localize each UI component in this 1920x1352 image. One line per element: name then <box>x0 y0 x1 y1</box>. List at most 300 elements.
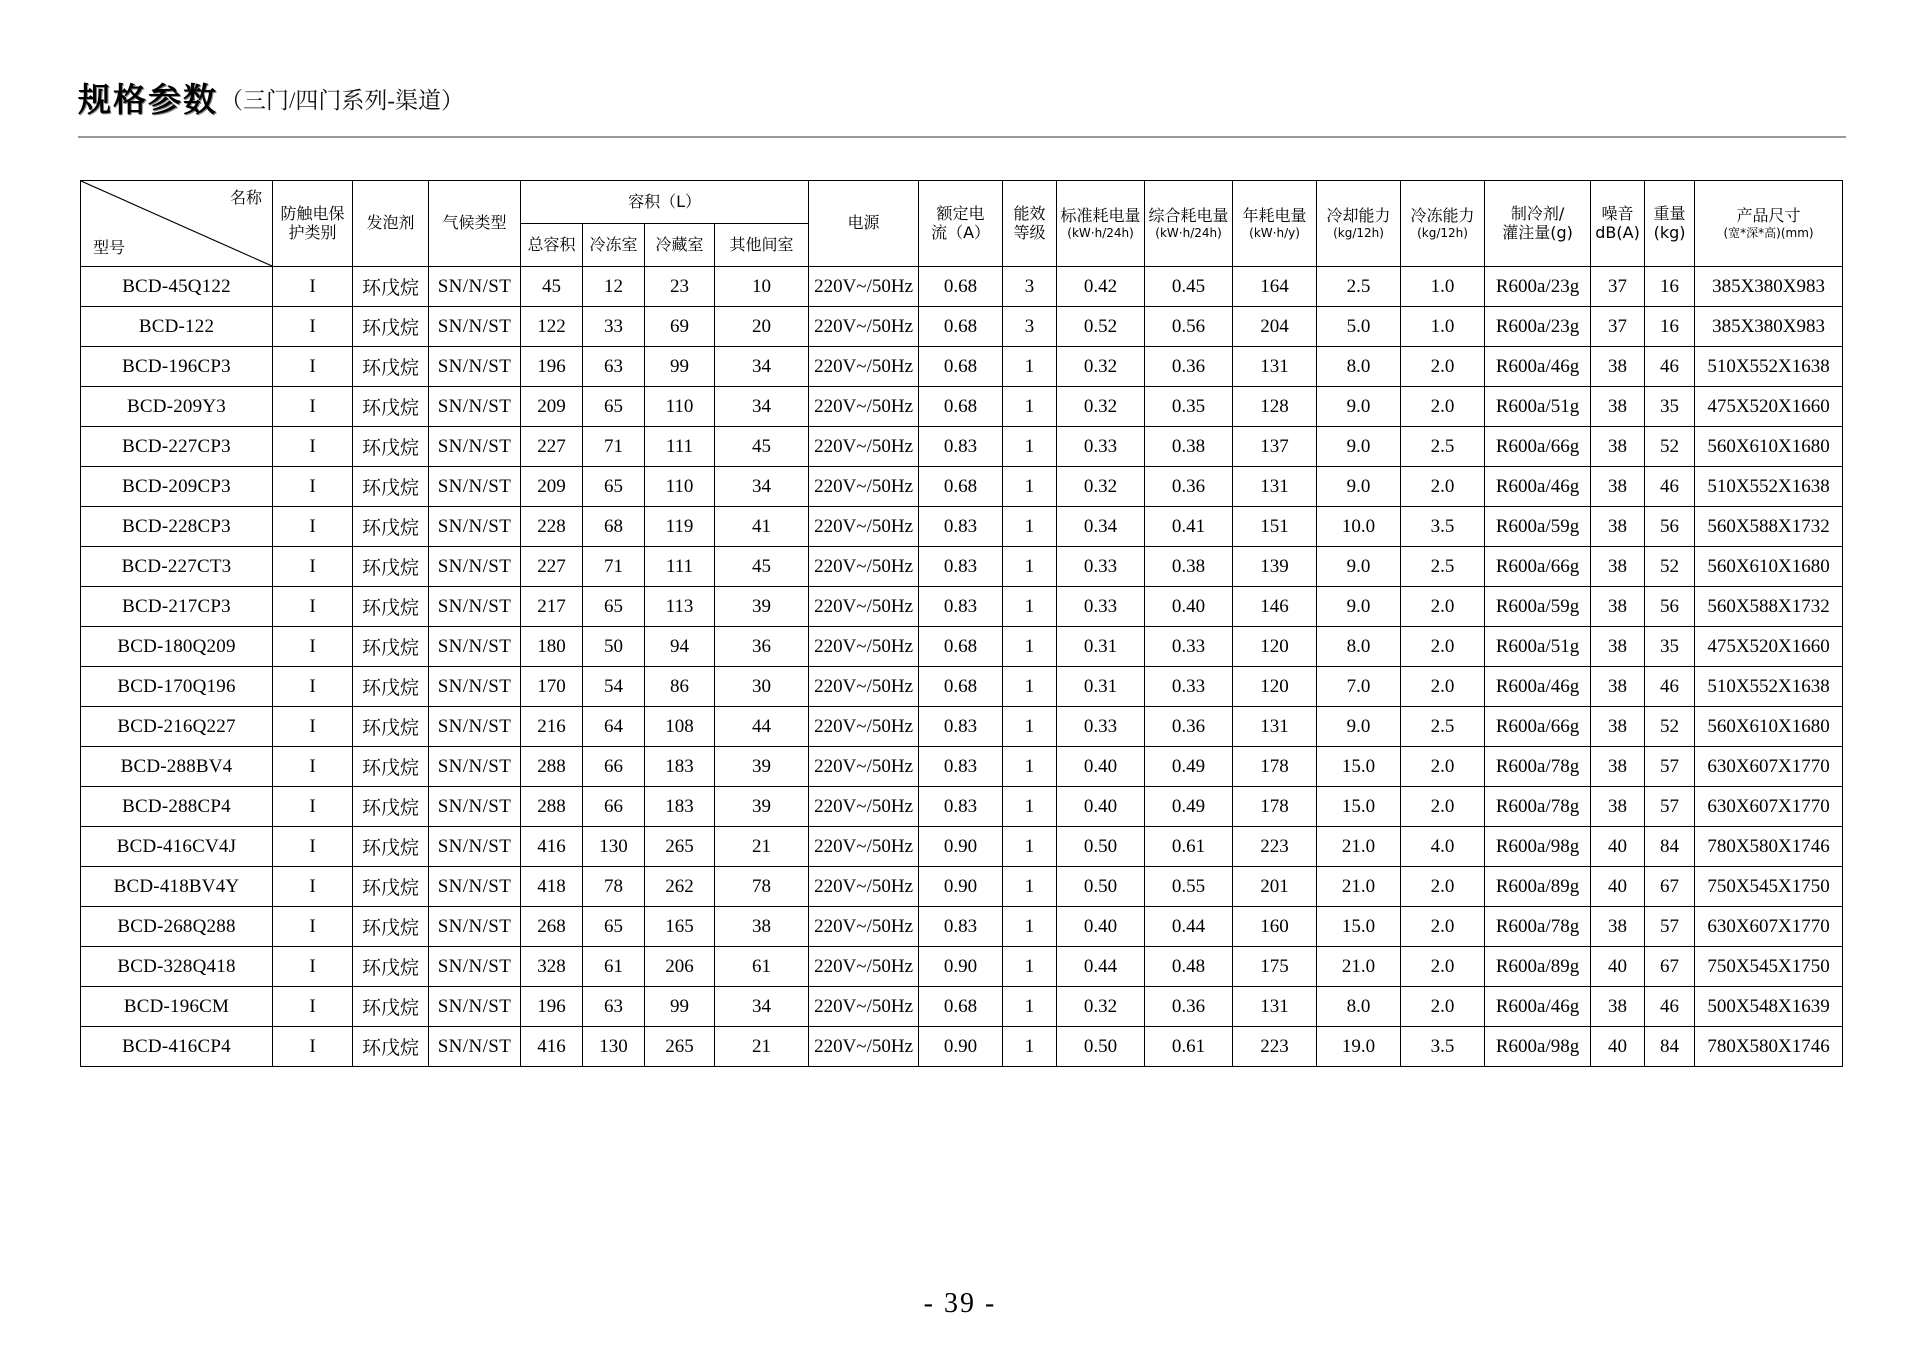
cell-size: 560X610X1680 <box>1695 547 1843 587</box>
cell-refrig: R600a/46g <box>1485 987 1591 1027</box>
cell-total: 180 <box>521 627 583 667</box>
cell-cool: 9.0 <box>1317 587 1401 627</box>
cell-eff: 1 <box>1003 627 1057 667</box>
cell-chill: 165 <box>645 907 715 947</box>
cell-refrig: R600a/78g <box>1485 787 1591 827</box>
cell-freeze: 33 <box>583 307 645 347</box>
cell-weight: 35 <box>1645 627 1695 667</box>
cell-model: BCD-416CP4 <box>81 1027 273 1067</box>
cell-foam: 环戊烷 <box>353 707 429 747</box>
spec-table-container <box>80 180 1842 1067</box>
cell-noise: 38 <box>1591 667 1645 707</box>
cell-shock: I <box>273 747 353 787</box>
cell-total: 416 <box>521 827 583 867</box>
cell-weight: 16 <box>1645 307 1695 347</box>
cell-other: 34 <box>715 987 809 1027</box>
cell-size: 560X588X1732 <box>1695 587 1843 627</box>
cell-climate: SN/N/ST <box>429 667 521 707</box>
cell-comp: 0.56 <box>1145 307 1233 347</box>
cell-model: BCD-288CP4 <box>81 787 273 827</box>
cell-freeze: 71 <box>583 427 645 467</box>
cell-std: 0.40 <box>1057 747 1145 787</box>
cell-frz: 2.0 <box>1401 987 1485 1027</box>
cell-noise: 37 <box>1591 267 1645 307</box>
cell-model: BCD-45Q122 <box>81 267 273 307</box>
cell-weight: 52 <box>1645 547 1695 587</box>
cell-model: BCD-196CM <box>81 987 273 1027</box>
cell-foam: 环戊烷 <box>353 587 429 627</box>
cell-current: 0.68 <box>919 267 1003 307</box>
cell-climate: SN/N/ST <box>429 427 521 467</box>
cell-other: 61 <box>715 947 809 987</box>
cell-std: 0.34 <box>1057 507 1145 547</box>
header-foam: 发泡剂 <box>353 181 429 267</box>
cell-weight: 52 <box>1645 707 1695 747</box>
cell-eff: 1 <box>1003 987 1057 1027</box>
header-freezing-capacity-line1: 冷冻能力 <box>1410 205 1475 225</box>
table-row <box>81 1027 1843 1067</box>
cell-size: 780X580X1746 <box>1695 827 1843 867</box>
table-row <box>81 787 1843 827</box>
header-weight <box>1645 181 1695 267</box>
table-row <box>81 747 1843 787</box>
cell-refrig: R600a/78g <box>1485 907 1591 947</box>
cell-frz: 4.0 <box>1401 827 1485 867</box>
header-refrigerant-line1: 制冷剂/ <box>1510 203 1565 223</box>
cell-current: 0.83 <box>919 707 1003 747</box>
cell-frz: 2.0 <box>1401 907 1485 947</box>
cell-power: 220V~/50Hz <box>809 347 919 387</box>
cell-year: 201 <box>1233 867 1317 907</box>
cell-noise: 40 <box>1591 1027 1645 1067</box>
cell-foam: 环戊烷 <box>353 267 429 307</box>
cell-year: 160 <box>1233 907 1317 947</box>
cell-comp: 0.40 <box>1145 587 1233 627</box>
cell-refrig: R600a/23g <box>1485 307 1591 347</box>
cell-total: 216 <box>521 707 583 747</box>
cell-std: 0.44 <box>1057 947 1145 987</box>
cell-model: BCD-416CV4J <box>81 827 273 867</box>
cell-frz: 1.0 <box>1401 267 1485 307</box>
cell-refrig: R600a/66g <box>1485 427 1591 467</box>
cell-year: 128 <box>1233 387 1317 427</box>
cell-total: 196 <box>521 347 583 387</box>
cell-shock: I <box>273 387 353 427</box>
cell-shock: I <box>273 467 353 507</box>
cell-cool: 9.0 <box>1317 427 1401 467</box>
cell-weight: 84 <box>1645 827 1695 867</box>
cell-size: 475X520X1660 <box>1695 387 1843 427</box>
cell-current: 0.90 <box>919 947 1003 987</box>
cell-cool: 8.0 <box>1317 627 1401 667</box>
header-corner-cell <box>81 181 273 267</box>
cell-refrig: R600a/98g <box>1485 1027 1591 1067</box>
cell-comp: 0.33 <box>1145 627 1233 667</box>
cell-current: 0.90 <box>919 867 1003 907</box>
cell-chill: 99 <box>645 987 715 1027</box>
cell-year: 204 <box>1233 307 1317 347</box>
cell-cool: 9.0 <box>1317 387 1401 427</box>
cell-power: 220V~/50Hz <box>809 547 919 587</box>
cell-power: 220V~/50Hz <box>809 907 919 947</box>
cell-size: 630X607X1770 <box>1695 907 1843 947</box>
cell-std: 0.33 <box>1057 707 1145 747</box>
cell-shock: I <box>273 947 353 987</box>
cell-cool: 21.0 <box>1317 827 1401 867</box>
cell-size: 630X607X1770 <box>1695 787 1843 827</box>
header-shock-protection <box>273 181 353 267</box>
header-cooling-capacity-line1: 冷却能力 <box>1326 205 1391 225</box>
cell-power: 220V~/50Hz <box>809 467 919 507</box>
cell-chill: 183 <box>645 747 715 787</box>
header-weight-line1: 重量 <box>1653 203 1686 223</box>
header-standard-energy-line2: (kW·h/24h) <box>1067 225 1134 240</box>
table-row <box>81 667 1843 707</box>
cell-climate: SN/N/ST <box>429 947 521 987</box>
cell-year: 223 <box>1233 1027 1317 1067</box>
cell-freeze: 66 <box>583 787 645 827</box>
cell-other: 39 <box>715 787 809 827</box>
cell-year: 151 <box>1233 507 1317 547</box>
cell-refrig: R600a/23g <box>1485 267 1591 307</box>
cell-comp: 0.61 <box>1145 1027 1233 1067</box>
cell-std: 0.50 <box>1057 1027 1145 1067</box>
header-volume-fridge: 冷藏室 <box>645 224 715 267</box>
cell-shock: I <box>273 427 353 467</box>
header-shock-line2: 护类别 <box>288 222 337 242</box>
cell-std: 0.32 <box>1057 387 1145 427</box>
cell-eff: 1 <box>1003 907 1057 947</box>
header-name-label: 名称 <box>229 188 262 207</box>
table-row <box>81 987 1843 1027</box>
cell-comp: 0.36 <box>1145 467 1233 507</box>
cell-model: BCD-227CP3 <box>81 427 273 467</box>
cell-climate: SN/N/ST <box>429 787 521 827</box>
header-annual-energy <box>1233 181 1317 267</box>
cell-total: 209 <box>521 467 583 507</box>
cell-other: 36 <box>715 627 809 667</box>
header-model-label: 型号 <box>93 238 126 258</box>
cell-refrig: R600a/66g <box>1485 547 1591 587</box>
cell-cool: 9.0 <box>1317 547 1401 587</box>
cell-model: BCD-209Y3 <box>81 387 273 427</box>
cell-refrig: R600a/89g <box>1485 867 1591 907</box>
cell-shock: I <box>273 507 353 547</box>
cell-frz: 2.0 <box>1401 747 1485 787</box>
table-row <box>81 907 1843 947</box>
header-cooling-capacity <box>1317 181 1401 267</box>
cell-weight: 52 <box>1645 427 1695 467</box>
cell-frz: 2.0 <box>1401 947 1485 987</box>
cell-current: 0.68 <box>919 667 1003 707</box>
header-volume-group: 容积（L） <box>521 181 809 224</box>
cell-other: 38 <box>715 907 809 947</box>
cell-power: 220V~/50Hz <box>809 627 919 667</box>
cell-eff: 3 <box>1003 307 1057 347</box>
cell-cool: 9.0 <box>1317 467 1401 507</box>
cell-other: 39 <box>715 747 809 787</box>
cell-freeze: 65 <box>583 587 645 627</box>
cell-other: 34 <box>715 387 809 427</box>
cell-noise: 38 <box>1591 507 1645 547</box>
cell-refrig: R600a/46g <box>1485 667 1591 707</box>
cell-noise: 40 <box>1591 947 1645 987</box>
cell-chill: 119 <box>645 507 715 547</box>
cell-frz: 2.5 <box>1401 547 1485 587</box>
table-row <box>81 387 1843 427</box>
cell-freeze: 50 <box>583 627 645 667</box>
cell-refrig: R600a/51g <box>1485 387 1591 427</box>
cell-comp: 0.33 <box>1145 667 1233 707</box>
cell-other: 21 <box>715 827 809 867</box>
cell-power: 220V~/50Hz <box>809 667 919 707</box>
cell-comp: 0.61 <box>1145 827 1233 867</box>
header-noise-line1: 噪音 <box>1601 203 1634 223</box>
cell-std: 0.42 <box>1057 267 1145 307</box>
cell-foam: 环戊烷 <box>353 387 429 427</box>
cell-power: 220V~/50Hz <box>809 987 919 1027</box>
cell-total: 416 <box>521 1027 583 1067</box>
cell-cool: 15.0 <box>1317 747 1401 787</box>
cell-total: 227 <box>521 427 583 467</box>
cell-cool: 8.0 <box>1317 987 1401 1027</box>
cell-frz: 1.0 <box>1401 307 1485 347</box>
header-rated-current-line2: 流（A） <box>931 222 991 242</box>
cell-other: 20 <box>715 307 809 347</box>
cell-size: 750X545X1750 <box>1695 947 1843 987</box>
cell-model: BCD-217CP3 <box>81 587 273 627</box>
table-header <box>81 181 1843 267</box>
cell-cool: 15.0 <box>1317 907 1401 947</box>
cell-climate: SN/N/ST <box>429 627 521 667</box>
page-number: - 39 - <box>923 1288 997 1319</box>
cell-refrig: R600a/89g <box>1485 947 1591 987</box>
table-row <box>81 867 1843 907</box>
cell-total: 228 <box>521 507 583 547</box>
cell-chill: 94 <box>645 627 715 667</box>
header-noise <box>1591 181 1645 267</box>
cell-weight: 84 <box>1645 1027 1695 1067</box>
cell-shock: I <box>273 347 353 387</box>
header-climate: 气候类型 <box>429 181 521 267</box>
cell-freeze: 130 <box>583 827 645 867</box>
header-volume-other: 其他间室 <box>715 224 809 267</box>
cell-foam: 环戊烷 <box>353 827 429 867</box>
cell-chill: 111 <box>645 547 715 587</box>
cell-eff: 1 <box>1003 867 1057 907</box>
cell-size: 750X545X1750 <box>1695 867 1843 907</box>
cell-foam: 环戊烷 <box>353 907 429 947</box>
table-row <box>81 627 1843 667</box>
cell-size: 385X380X983 <box>1695 267 1843 307</box>
cell-std: 0.32 <box>1057 467 1145 507</box>
cell-comp: 0.36 <box>1145 347 1233 387</box>
cell-std: 0.50 <box>1057 867 1145 907</box>
cell-eff: 1 <box>1003 587 1057 627</box>
cell-eff: 1 <box>1003 347 1057 387</box>
cell-comp: 0.38 <box>1145 427 1233 467</box>
cell-weight: 57 <box>1645 907 1695 947</box>
cell-std: 0.31 <box>1057 667 1145 707</box>
cell-climate: SN/N/ST <box>429 907 521 947</box>
cell-year: 137 <box>1233 427 1317 467</box>
cell-total: 45 <box>521 267 583 307</box>
cell-model: BCD-122 <box>81 307 273 347</box>
cell-foam: 环戊烷 <box>353 667 429 707</box>
cell-freeze: 65 <box>583 387 645 427</box>
table-row <box>81 267 1843 307</box>
table-row <box>81 707 1843 747</box>
cell-eff: 1 <box>1003 787 1057 827</box>
cell-foam: 环戊烷 <box>353 747 429 787</box>
cell-weight: 16 <box>1645 267 1695 307</box>
cell-refrig: R600a/98g <box>1485 827 1591 867</box>
cell-climate: SN/N/ST <box>429 987 521 1027</box>
cell-current: 0.83 <box>919 507 1003 547</box>
cell-size: 510X552X1638 <box>1695 667 1843 707</box>
cell-frz: 2.0 <box>1401 867 1485 907</box>
cell-year: 120 <box>1233 667 1317 707</box>
cell-model: BCD-228CP3 <box>81 507 273 547</box>
cell-frz: 3.5 <box>1401 1027 1485 1067</box>
cell-noise: 38 <box>1591 787 1645 827</box>
cell-other: 44 <box>715 707 809 747</box>
cell-std: 0.32 <box>1057 987 1145 1027</box>
cell-other: 30 <box>715 667 809 707</box>
cell-std: 0.33 <box>1057 427 1145 467</box>
cell-eff: 1 <box>1003 547 1057 587</box>
cell-power: 220V~/50Hz <box>809 307 919 347</box>
cell-year: 175 <box>1233 947 1317 987</box>
cell-foam: 环戊烷 <box>353 307 429 347</box>
header-refrigerant <box>1485 181 1591 267</box>
cell-foam: 环戊烷 <box>353 507 429 547</box>
cell-year: 146 <box>1233 587 1317 627</box>
header-freezing-capacity <box>1401 181 1485 267</box>
cell-comp: 0.38 <box>1145 547 1233 587</box>
cell-cool: 9.0 <box>1317 707 1401 747</box>
cell-noise: 40 <box>1591 827 1645 867</box>
cell-current: 0.68 <box>919 307 1003 347</box>
cell-noise: 40 <box>1591 867 1645 907</box>
cell-eff: 1 <box>1003 467 1057 507</box>
cell-refrig: R600a/46g <box>1485 467 1591 507</box>
cell-year: 164 <box>1233 267 1317 307</box>
header-comprehensive-energy <box>1145 181 1233 267</box>
cell-current: 0.83 <box>919 427 1003 467</box>
cell-other: 34 <box>715 467 809 507</box>
cell-std: 0.32 <box>1057 347 1145 387</box>
cell-shock: I <box>273 587 353 627</box>
cell-noise: 37 <box>1591 307 1645 347</box>
cell-year: 223 <box>1233 827 1317 867</box>
cell-climate: SN/N/ST <box>429 867 521 907</box>
cell-power: 220V~/50Hz <box>809 707 919 747</box>
cell-power: 220V~/50Hz <box>809 1027 919 1067</box>
cell-cool: 7.0 <box>1317 667 1401 707</box>
header-annual-energy-line1: 年耗电量 <box>1242 205 1307 225</box>
header-power: 电源 <box>809 181 919 267</box>
cell-power: 220V~/50Hz <box>809 507 919 547</box>
cell-comp: 0.49 <box>1145 747 1233 787</box>
header-comprehensive-energy-line2: (kW·h/24h) <box>1155 225 1222 240</box>
cell-total: 418 <box>521 867 583 907</box>
cell-power: 220V~/50Hz <box>809 947 919 987</box>
cell-refrig: R600a/78g <box>1485 747 1591 787</box>
header-volume-total: 总容积 <box>521 224 583 267</box>
cell-foam: 环戊烷 <box>353 547 429 587</box>
cell-refrig: R600a/51g <box>1485 627 1591 667</box>
table-row <box>81 307 1843 347</box>
cell-foam: 环戊烷 <box>353 867 429 907</box>
cell-power: 220V~/50Hz <box>809 867 919 907</box>
cell-climate: SN/N/ST <box>429 747 521 787</box>
cell-comp: 0.41 <box>1145 507 1233 547</box>
page-title-row <box>78 82 1858 118</box>
cell-refrig: R600a/66g <box>1485 707 1591 747</box>
page-title: 规格参数 <box>78 80 218 119</box>
cell-total: 288 <box>521 747 583 787</box>
cell-freeze: 78 <box>583 867 645 907</box>
cell-std: 0.33 <box>1057 587 1145 627</box>
cell-freeze: 12 <box>583 267 645 307</box>
cell-eff: 1 <box>1003 1027 1057 1067</box>
cell-chill: 99 <box>645 347 715 387</box>
cell-chill: 69 <box>645 307 715 347</box>
cell-freeze: 68 <box>583 507 645 547</box>
cell-eff: 1 <box>1003 747 1057 787</box>
cell-frz: 2.0 <box>1401 467 1485 507</box>
cell-climate: SN/N/ST <box>429 587 521 627</box>
cell-comp: 0.49 <box>1145 787 1233 827</box>
cell-weight: 56 <box>1645 507 1695 547</box>
cell-current: 0.68 <box>919 347 1003 387</box>
cell-model: BCD-418BV4Y <box>81 867 273 907</box>
cell-power: 220V~/50Hz <box>809 587 919 627</box>
cell-freeze: 61 <box>583 947 645 987</box>
cell-size: 560X588X1732 <box>1695 507 1843 547</box>
cell-model: BCD-328Q418 <box>81 947 273 987</box>
cell-total: 227 <box>521 547 583 587</box>
cell-other: 34 <box>715 347 809 387</box>
cell-year: 120 <box>1233 627 1317 667</box>
cell-size: 475X520X1660 <box>1695 627 1843 667</box>
header-standard-energy-line1: 标准耗电量 <box>1060 205 1141 225</box>
cell-other: 10 <box>715 267 809 307</box>
table-row <box>81 587 1843 627</box>
cell-chill: 206 <box>645 947 715 987</box>
cell-year: 131 <box>1233 707 1317 747</box>
cell-chill: 265 <box>645 827 715 867</box>
header-shock-line1: 防触电保 <box>280 203 345 223</box>
cell-cool: 5.0 <box>1317 307 1401 347</box>
cell-cool: 8.0 <box>1317 347 1401 387</box>
cell-refrig: R600a/46g <box>1485 347 1591 387</box>
cell-frz: 2.0 <box>1401 587 1485 627</box>
cell-current: 0.68 <box>919 627 1003 667</box>
cell-power: 220V~/50Hz <box>809 267 919 307</box>
cell-comp: 0.36 <box>1145 707 1233 747</box>
cell-std: 0.50 <box>1057 827 1145 867</box>
cell-climate: SN/N/ST <box>429 307 521 347</box>
cell-year: 131 <box>1233 987 1317 1027</box>
cell-current: 0.68 <box>919 987 1003 1027</box>
cell-eff: 1 <box>1003 827 1057 867</box>
header-product-size-line1: 产品尺寸 <box>1736 205 1801 225</box>
cell-weight: 46 <box>1645 347 1695 387</box>
cell-comp: 0.45 <box>1145 267 1233 307</box>
cell-noise: 38 <box>1591 747 1645 787</box>
